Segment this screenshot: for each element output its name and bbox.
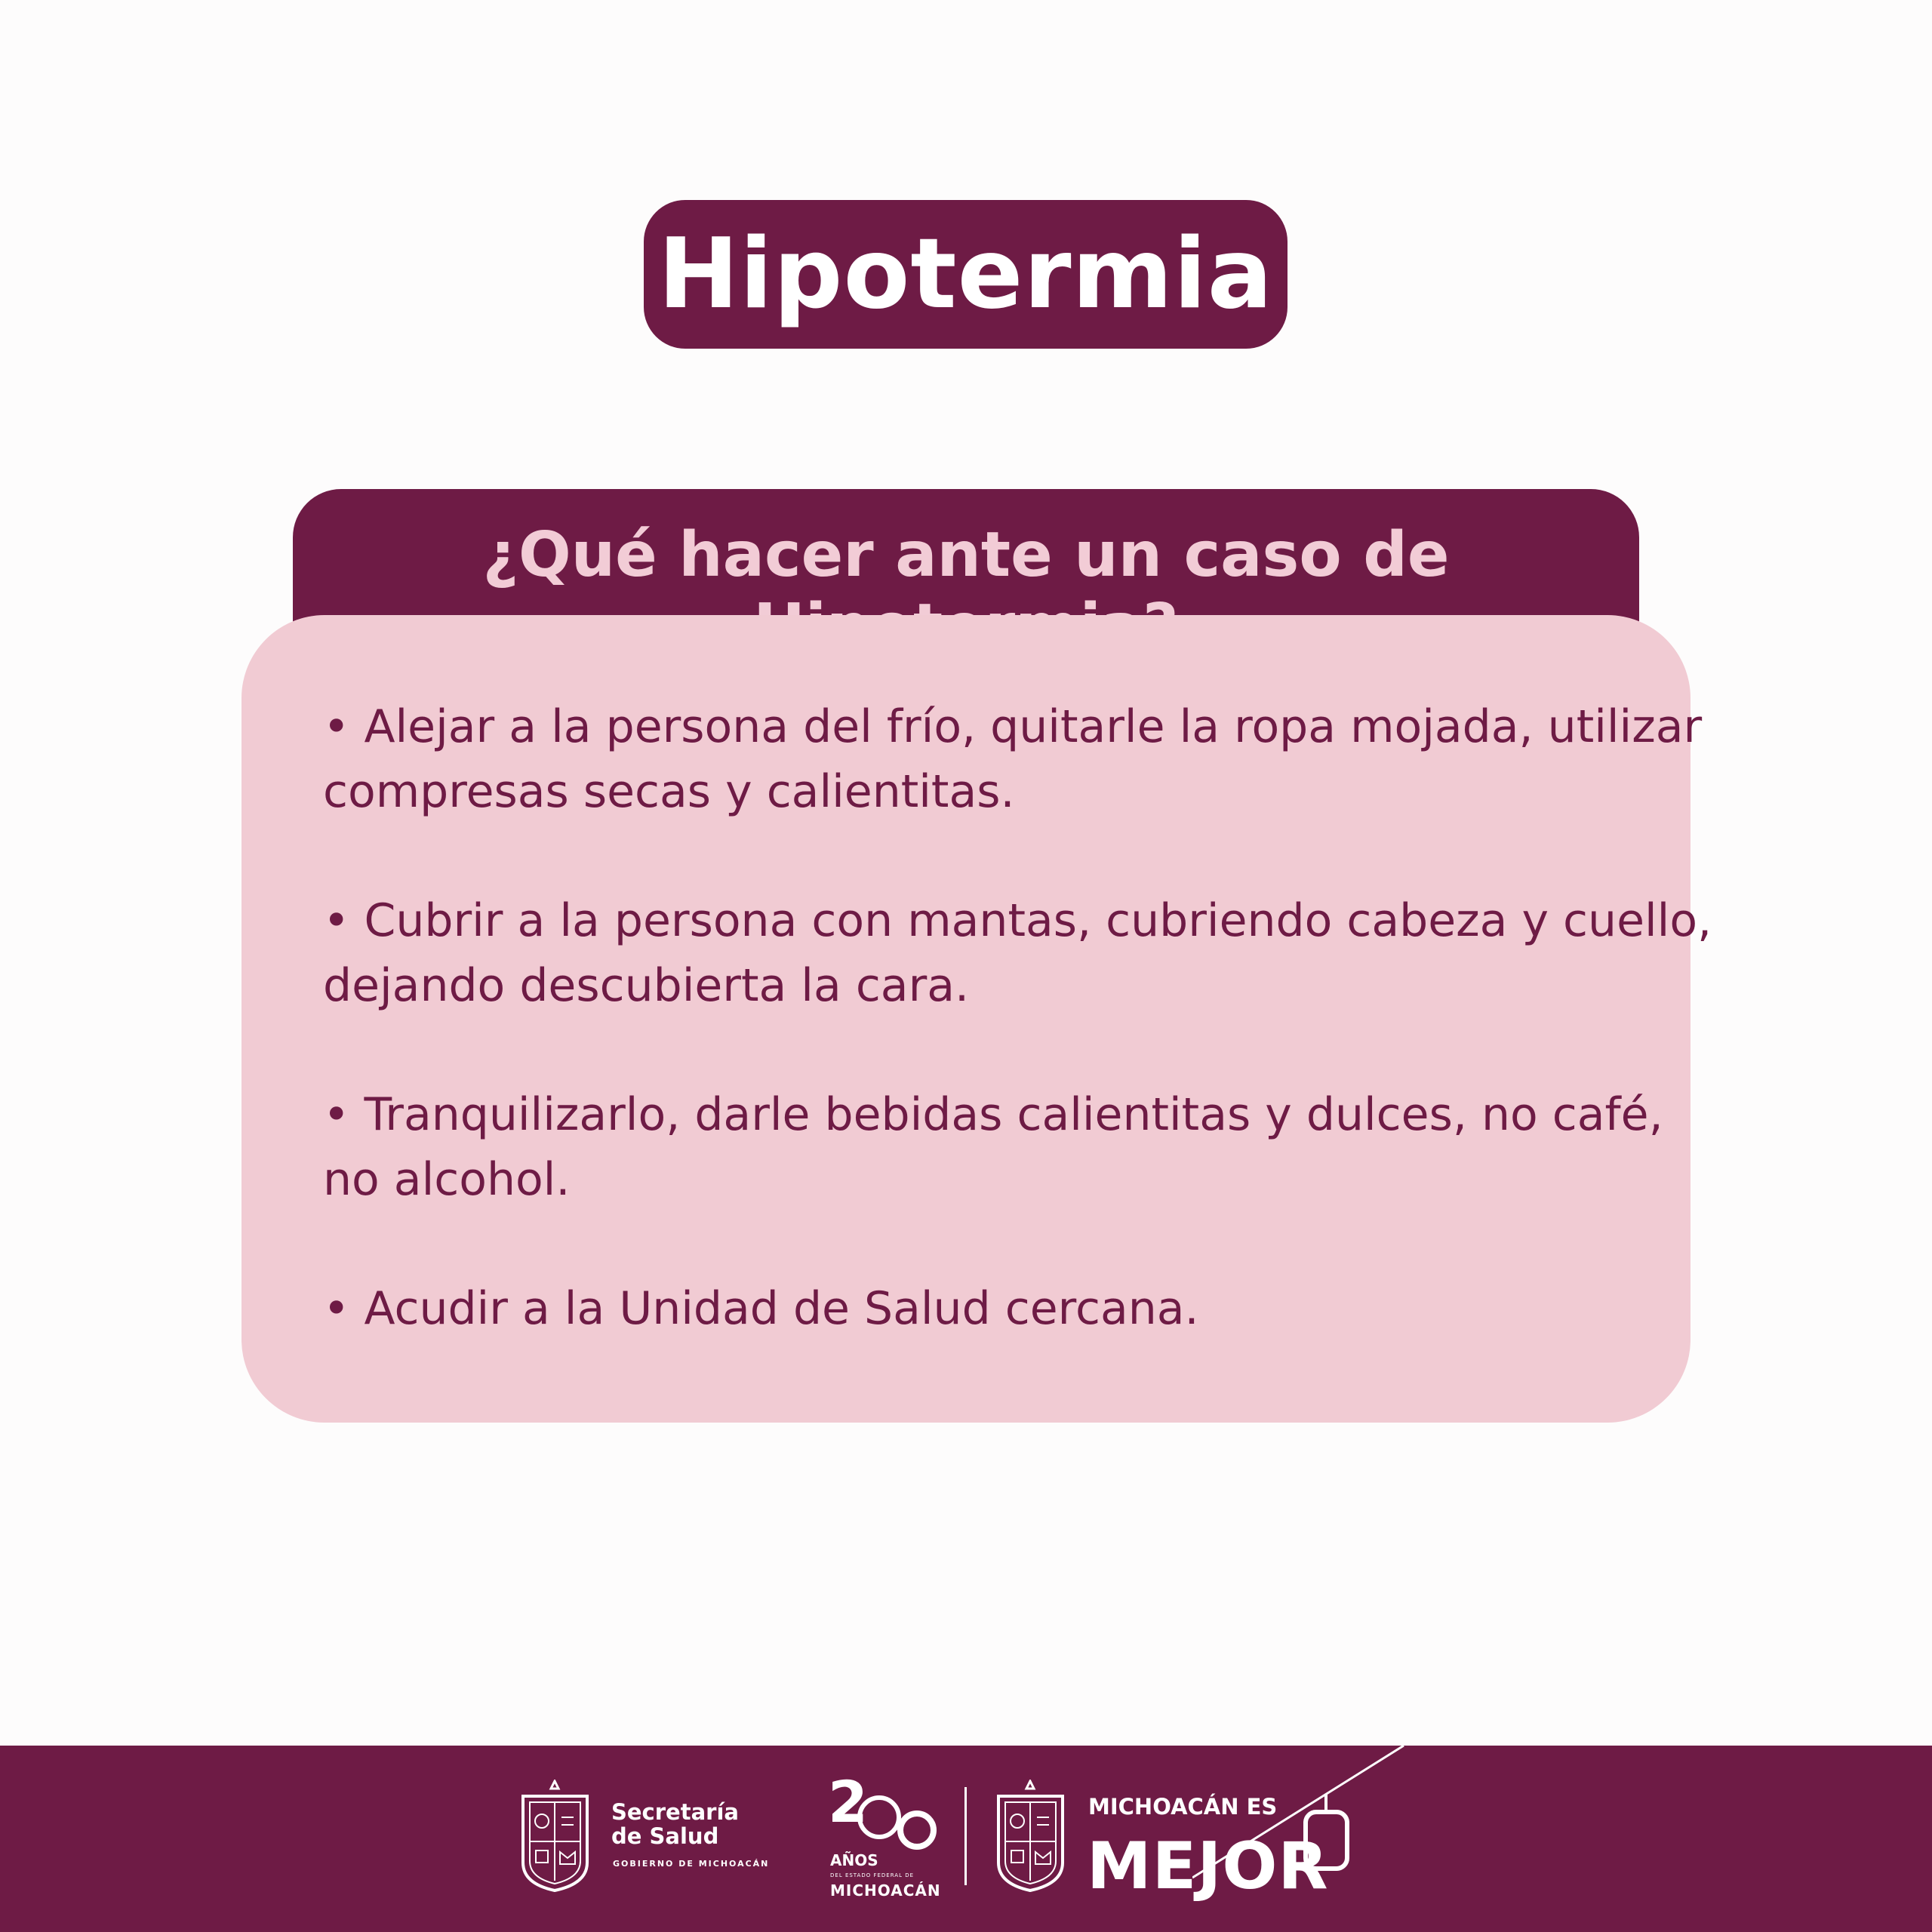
- coat-of-arms-icon: [995, 1780, 1066, 1893]
- salud-label: de Salud: [611, 1823, 719, 1849]
- anniversary-state: MICHOACÁN: [830, 1881, 941, 1900]
- list-item: [323, 1082, 1663, 1212]
- list-item: [323, 694, 1703, 824]
- footer-divider: [964, 1787, 967, 1885]
- list-item-line1: • Tranquilizarlo, darle bebidas calientitas y dulces, no café,: [323, 1088, 1663, 1141]
- gobierno-label: GOBIERNO DE MICHOACÁN: [613, 1859, 770, 1869]
- anniversary-subtitle: DEL ESTADO FEDERAL DE: [830, 1872, 915, 1878]
- list-item-line2: dejando descubierta la cara.: [323, 959, 970, 1012]
- anniversary-label: AÑOS: [830, 1851, 878, 1869]
- anniversary-emblem-icon: [857, 1783, 940, 1859]
- title-banner: [644, 200, 1287, 349]
- cable-car-icon: [1192, 1746, 1411, 1932]
- list-item-line2: compresas secas y calientitas.: [323, 765, 1015, 818]
- campaign-line2: MEJOR: [1087, 1829, 1329, 1904]
- list-item: [323, 1276, 1630, 1341]
- instructions-card: [242, 615, 1712, 1423]
- list-item: [323, 888, 1712, 1018]
- list-item-line1: • Cubrir a la persona con mantas, cubriendo cabeza y cuello,: [323, 894, 1712, 947]
- anniversary-digit: 2: [828, 1768, 868, 1835]
- coat-of-arms-icon: [519, 1780, 591, 1893]
- list-item-line2: no alcohol.: [323, 1153, 571, 1206]
- list-item-line1: • Alejar a la persona del frío, quitarle la ropa mojada, utilizar: [323, 700, 1703, 753]
- list-item-line1: • Acudir a la Unidad de Salud cercana.: [323, 1282, 1199, 1335]
- footer-bar: [0, 1746, 1932, 1932]
- secretaria-label: Secretaría: [611, 1799, 739, 1825]
- campaign-line1: MICHOACÁN ES: [1088, 1794, 1278, 1820]
- question-text: ¿Qué hacer ante un caso de: [482, 519, 1450, 591]
- page-title: Hipotermia: [657, 218, 1274, 331]
